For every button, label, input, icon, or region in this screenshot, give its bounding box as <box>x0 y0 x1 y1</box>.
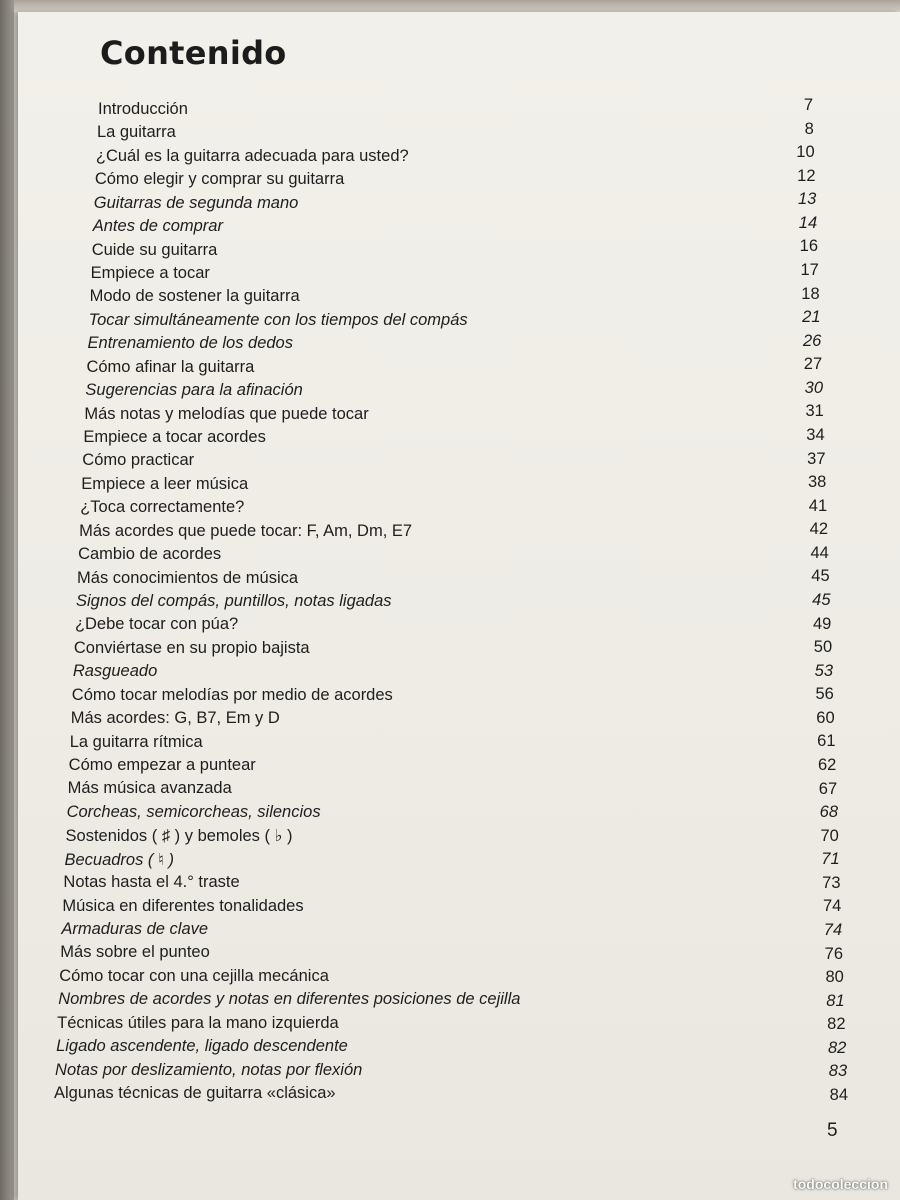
book-spine-edge <box>0 0 14 1200</box>
toc-entry-page: 60 <box>816 708 835 727</box>
toc-entry-title: Técnicas útiles para la mano izquierda <box>57 1013 339 1032</box>
toc-entry-page: 45 <box>811 567 830 586</box>
toc-entry <box>18 662 898 686</box>
toc-entry-title: Sostenidos ( ♯ ) y bemoles ( ♭ ) <box>65 827 293 846</box>
toc-entry-page: 49 <box>812 614 832 633</box>
toc-entry <box>18 545 898 569</box>
toc-entry <box>18 402 898 429</box>
toc-entry <box>18 943 898 967</box>
toc-entry-page: 74 <box>823 921 843 939</box>
toc-entry <box>18 920 898 944</box>
toc-entry-title: ¿Cuál es la guitarra adecuada para usted? <box>95 146 409 165</box>
toc-entry-title: Signos del compás, puntillos, notas ligadas <box>76 592 392 610</box>
toc-entry-title: Notas hasta el 4.° traste <box>63 873 240 892</box>
toc-entry-page: 84 <box>829 1086 848 1104</box>
toc-entry-page: 53 <box>814 661 833 680</box>
toc-entry-page: 61 <box>817 732 836 751</box>
toc-entry-page: 74 <box>822 897 842 916</box>
watermark-logo: todocoleccion <box>793 1176 888 1192</box>
toc-entry <box>18 990 898 1014</box>
toc-entry-title: Cómo tocar melodías por medio de acordes <box>71 685 393 704</box>
toc-entry <box>18 779 898 803</box>
toc-entry <box>18 1084 898 1108</box>
toc-entry <box>18 1014 898 1038</box>
toc-entry-page: 45 <box>812 591 831 609</box>
toc-entry-page: 62 <box>817 756 837 774</box>
toc-entry-page: 56 <box>815 685 834 704</box>
toc-entry-title: Cómo tocar con una cejilla mecánica <box>59 966 329 985</box>
toc-entry-page: 21 <box>802 308 821 327</box>
toc-entry-page: 38 <box>807 473 827 492</box>
toc-entry-title: Música en diferentes tonalidades <box>62 896 304 915</box>
toc-entry <box>18 709 898 733</box>
toc-entry-title: Cambio de acordes <box>78 545 222 564</box>
toc-entry <box>18 428 898 452</box>
toc-entry-title: Conviértase en su propio bajista <box>73 638 310 657</box>
toc-entry-page: 80 <box>825 968 844 987</box>
toc-entry-page: 83 <box>828 1062 848 1081</box>
toc-entry-title: Guitarras de segunda mano <box>93 193 299 212</box>
toc-entry-title: Cómo elegir y comprar su guitarra <box>94 170 345 189</box>
page-number: 5 <box>827 1120 838 1141</box>
toc-entry <box>18 498 898 522</box>
toc-entry-title: Notas por deslizamiento, notas por flexión <box>55 1060 363 1079</box>
toc-entry-page: 42 <box>809 520 828 539</box>
toc-entry <box>18 897 898 921</box>
toc-entry-title: Becuadros ( ♮ ) <box>64 850 174 869</box>
toc-entry-title: Corcheas, semicorcheas, silencios <box>66 802 321 821</box>
toc-entry-page: 27 <box>803 355 823 374</box>
toc-entry-page: 82 <box>827 1038 847 1057</box>
toc-entry-title: Antes de comprar <box>92 217 223 236</box>
toc-entry-title: Sugerencias para la afinación <box>85 381 303 400</box>
toc-entry-title: Cómo practicar <box>82 451 195 470</box>
toc-entry-page: 18 <box>801 284 820 303</box>
toc-entry-page: 50 <box>813 638 833 657</box>
toc-entry-title: Empiece a tocar <box>90 264 210 282</box>
toc-entry-title: Tocar simultáneamente con los tiempos del compás <box>88 310 468 329</box>
toc-entry-title: ¿Toca correctamente? <box>80 498 245 517</box>
toc-entry-page: 44 <box>810 543 829 562</box>
toc-entry-title: Empiece a tocar acordes <box>83 428 266 446</box>
toc-entry-page: 7 <box>803 96 813 114</box>
toc-entry-title: La guitarra <box>96 123 176 142</box>
toc-entry <box>18 569 898 593</box>
toc-entry <box>18 803 898 827</box>
toc-entry <box>18 451 898 475</box>
toc-entry <box>18 756 898 780</box>
toc-entry-title: Algunas técnicas de guitarra «clásica» <box>54 1084 336 1102</box>
toc-entry-page: 71 <box>821 850 840 869</box>
toc-entry <box>18 522 898 546</box>
toc-entry-title: Introducción <box>98 100 188 118</box>
toc-entry-title: Cómo afinar la guitarra <box>86 357 255 376</box>
toc-entry-title: Empiece a leer música <box>81 474 249 493</box>
toc-entry <box>18 1061 898 1085</box>
toc-entry <box>18 615 898 639</box>
toc-entry-title: Más sobre el punteo <box>60 943 210 962</box>
toc-entry-page: 82 <box>827 1015 846 1034</box>
toc-entry <box>18 826 898 850</box>
toc-entry <box>18 967 898 991</box>
toc-entry <box>18 592 898 616</box>
toc-entry-page: 37 <box>807 449 826 468</box>
toc-entry-title: Más conocimientos de música <box>77 568 299 587</box>
toc-entry-title: Rasgueado <box>72 662 158 681</box>
toc-entry-page: 14 <box>798 213 818 232</box>
toc-entry-page: 73 <box>822 873 841 892</box>
book-page <box>18 12 900 1200</box>
toc-entry-page: 34 <box>806 426 825 444</box>
page-title: Contenido <box>100 34 287 72</box>
toc-entry <box>18 686 898 710</box>
toc-entry-page: 8 <box>804 119 814 138</box>
toc-entry-title: Entrenamiento de los dedos <box>87 334 293 353</box>
toc-entry-title: Más acordes que puede tocar: F, Am, Dm, E7 <box>79 521 413 540</box>
toc-entry-title: ¿Debe tocar con púa? <box>74 615 239 634</box>
toc-entry <box>18 850 898 874</box>
toc-entry-page: 26 <box>802 331 822 350</box>
toc-entry <box>18 873 898 897</box>
toc-entry-page: 67 <box>818 779 838 798</box>
toc-entry-title: Nombres de acordes y notas en diferentes posiciones de cejilla <box>58 990 521 1009</box>
toc-entry <box>18 1037 898 1061</box>
toc-entry-title: Más música avanzada <box>67 779 232 798</box>
toc-entry-page: 81 <box>826 991 845 1010</box>
toc-entry-page: 41 <box>808 496 828 515</box>
page-top-edge <box>14 0 900 12</box>
toc-entry <box>18 475 898 499</box>
toc-entry <box>18 733 898 757</box>
toc-entry-page: 30 <box>804 378 823 397</box>
toc-entry-title: Cuide su guitarra <box>91 240 218 259</box>
toc-entry-page: 13 <box>797 190 817 209</box>
toc-entry-title: Más acordes: G, B7, Em y D <box>70 709 280 728</box>
toc-entry-page: 70 <box>820 826 839 845</box>
toc-entry-page: 76 <box>824 944 843 963</box>
toc-entry-title: Cómo empezar a puntear <box>68 756 256 774</box>
toc-entry-page: 17 <box>800 261 819 279</box>
toc-entry-page: 16 <box>799 237 818 256</box>
toc-entry <box>18 639 898 663</box>
toc-entry-page: 68 <box>819 803 838 822</box>
toc-entry-title: Más notas y melodías que puede tocar <box>84 404 369 423</box>
toc-entry-page: 12 <box>797 166 816 185</box>
toc-entry-title: Armaduras de clave <box>61 920 209 938</box>
toc-entry-title: Modo de sostener la guitarra <box>89 287 300 306</box>
toc-entry-title: Ligado ascendente, ligado descendente <box>56 1037 348 1056</box>
toc-entry-page: 10 <box>796 143 815 162</box>
toc-entry-page: 31 <box>805 402 824 421</box>
toc-entry-title: La guitarra rítmica <box>69 732 203 751</box>
